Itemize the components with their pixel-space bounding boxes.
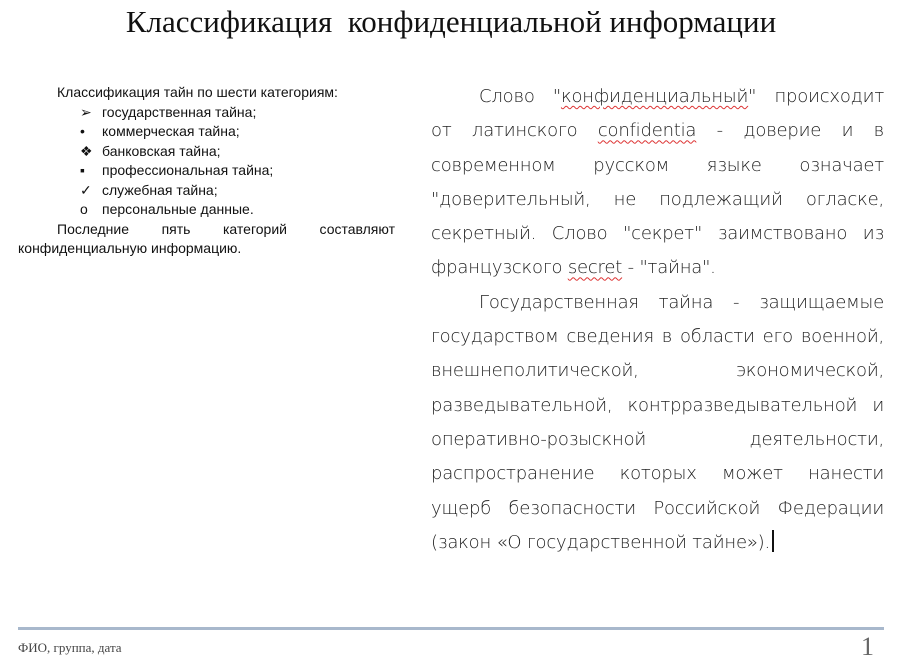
page-number: 1 [861, 632, 874, 661]
dot-bullet-icon: • [80, 123, 85, 139]
state-secret-paragraph [431, 286, 884, 560]
text-run: Слово " [479, 86, 561, 107]
etymology-paragraph [431, 80, 884, 286]
spellcheck-word: конфиденциальный [560, 86, 749, 107]
text-run: " происходит от латинского [431, 86, 885, 142]
arrow-bullet-icon: ➢ [80, 103, 92, 120]
text-run: - доверие и в современном русском языке означает "доверительный, не подлежащий огласке, секретный. Слово "секрет" заимствовано из французского [431, 120, 884, 279]
list-item-text: коммерческая тайна; [102, 123, 240, 139]
spellcheck-word: secret [567, 257, 623, 279]
circle-bullet-icon: o [80, 201, 88, 217]
list-item-text: персональные данные. [102, 201, 254, 217]
footer-text: ФИО, группа, дата [18, 640, 122, 655]
list-item-text: служебная тайна; [102, 181, 218, 198]
category-list [18, 103, 395, 220]
list-item-text: профессиональная тайна; [102, 162, 274, 178]
list-item [76, 161, 395, 181]
text-run: - "тайна". [622, 257, 716, 279]
spellcheck-word: confidentia [597, 120, 697, 142]
list-item [76, 122, 395, 142]
diamond-bullet-icon: ❖ [80, 142, 93, 159]
list-item [76, 200, 395, 220]
square-bullet-icon: ▪ [80, 162, 85, 178]
list-item-text: государственная тайна; [102, 103, 257, 120]
list-item [76, 142, 395, 162]
footer-divider [18, 627, 884, 630]
check-bullet-icon: ✓ [80, 181, 92, 198]
intro-paragraph: Классификация тайн по шести категориям: [57, 84, 338, 100]
right-column [431, 80, 884, 560]
conclusion-paragraph: Последние пять категорий составляют конфиденциальную информацию. [18, 220, 395, 256]
slide-title: Классификация конфиденциальной информации [125, 4, 777, 39]
left-column [18, 83, 395, 259]
list-item [76, 103, 395, 123]
text-run: Государственная тайна - защищаемые государством сведения в области его военной, внешнеполитической, экономической, разведывательной, контрразведывательной и оперативно-розыскной деятельности, распространение которых может нанести ущерб безопасности Российской Федерации (закон «О государственной тайне»). [431, 291, 884, 553]
list-item [76, 181, 395, 201]
list-item-text: банковская тайна; [102, 142, 221, 159]
text-cursor [772, 530, 774, 552]
